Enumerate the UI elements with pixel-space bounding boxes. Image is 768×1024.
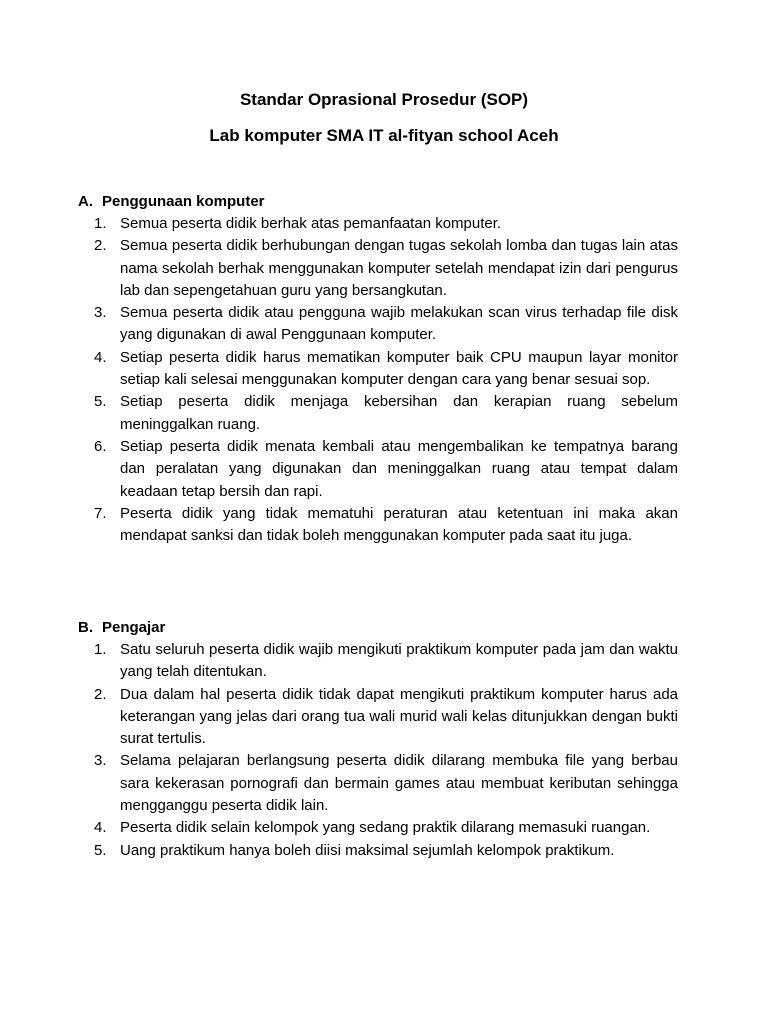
rules-list	[78, 639, 678, 862]
item-number: 1.	[94, 641, 107, 658]
section-pengajar	[78, 617, 678, 862]
section-title: Penggunaan komputer	[102, 193, 265, 210]
item-number: 2.	[94, 237, 107, 255]
list-item	[78, 750, 678, 817]
list-item	[78, 503, 678, 548]
item-text: Setiap peserta didik menjaga kebersihan dan kerapian ruang sebelum meninggalkan ruang.	[120, 393, 678, 433]
list-item	[78, 817, 678, 839]
item-number: 6.	[94, 437, 107, 455]
item-number: 7.	[94, 504, 107, 522]
item-text: Peserta didik yang tidak mematuhi peraturan atau ketentuan ini maka akan mendapat sanksi dan tidak boleh menggunakan komputer pada saat itu juga.	[120, 504, 678, 545]
item-number: 3.	[94, 304, 107, 322]
document-subtitle: Lab komputer SMA IT al-fityan school Aceh	[209, 126, 559, 145]
item-number: 1.	[94, 215, 107, 232]
item-text: Semua peserta didik atau pengguna wajib melakukan scan virus terhadap file disk yang digunakan di awal Penggunaan komputer.	[120, 304, 678, 344]
list-item	[78, 213, 678, 235]
item-number: 5.	[94, 393, 107, 411]
section-heading	[78, 191, 678, 213]
item-text: Satu seluruh peserta didik wajib mengikuti praktikum komputer pada jam dan waktu yang telah ditentukan.	[120, 641, 678, 681]
item-text: Setiap peserta didik harus mematikan komputer baik CPU maupun layar monitor setiap kali selesai menggunakan komputer dengan cara yang benar sesuai sop.	[120, 348, 678, 389]
rules-list	[78, 213, 678, 547]
section-title: Pengajar	[102, 619, 166, 636]
section-heading	[78, 617, 678, 639]
list-item	[78, 840, 678, 862]
document-title: Standar Oprasional Prosedur (SOP)	[239, 90, 529, 109]
list-item	[78, 391, 678, 436]
section-letter: A.	[78, 193, 93, 210]
list-item	[78, 639, 678, 684]
item-text: Uang praktikum hanya boleh diisi maksimal sejumlah kelompok praktikum.	[120, 841, 615, 859]
item-text: Semua peserta didik berhubungan dengan tugas sekolah lomba dan tugas lain atas nama sekolah berhak menggunakan komputer setelah mendapat izin dari pengurus lab dan sepengetahuan guru yang bersangkutan.	[120, 237, 678, 299]
item-text: Peserta didik selain kelompok yang sedang praktik dilarang memasuki ruangan.	[120, 819, 651, 837]
list-item	[78, 235, 678, 302]
section-penggunaan-komputer	[78, 191, 678, 547]
list-item	[78, 302, 678, 347]
item-number: 2.	[94, 685, 107, 703]
item-text: Dua dalam hal peserta didik tidak dapat mengikuti praktikum komputer harus ada keterangan yang jelas dari orang tua wali murid wali kelas ditunjukkan dengan bukti surat tertulis.	[120, 685, 678, 748]
list-item	[78, 684, 678, 751]
item-text: Selama pelajaran berlangsung peserta didik dilarang membuka file yang berbau sara kekerasan pornografi dan bermain games atau membuat keributan sehingga mengganggu peserta didik lain.	[120, 752, 678, 815]
list-item	[78, 436, 678, 503]
list-item	[78, 347, 678, 392]
item-number: 5.	[94, 841, 107, 859]
item-text: Setiap peserta didik menata kembali atau mengembalikan ke tempatnya barang dan peralatan yang digunakan dan meninggalkan ruang atau tempat dalam keadaan tetap bersih dan rapi.	[120, 437, 678, 500]
item-text: Semua peserta didik berhak atas pemanfaatan komputer.	[120, 215, 502, 232]
item-number: 3.	[94, 752, 107, 770]
item-number: 4.	[94, 348, 107, 366]
item-number: 4.	[94, 819, 107, 837]
section-letter: B.	[78, 619, 93, 636]
